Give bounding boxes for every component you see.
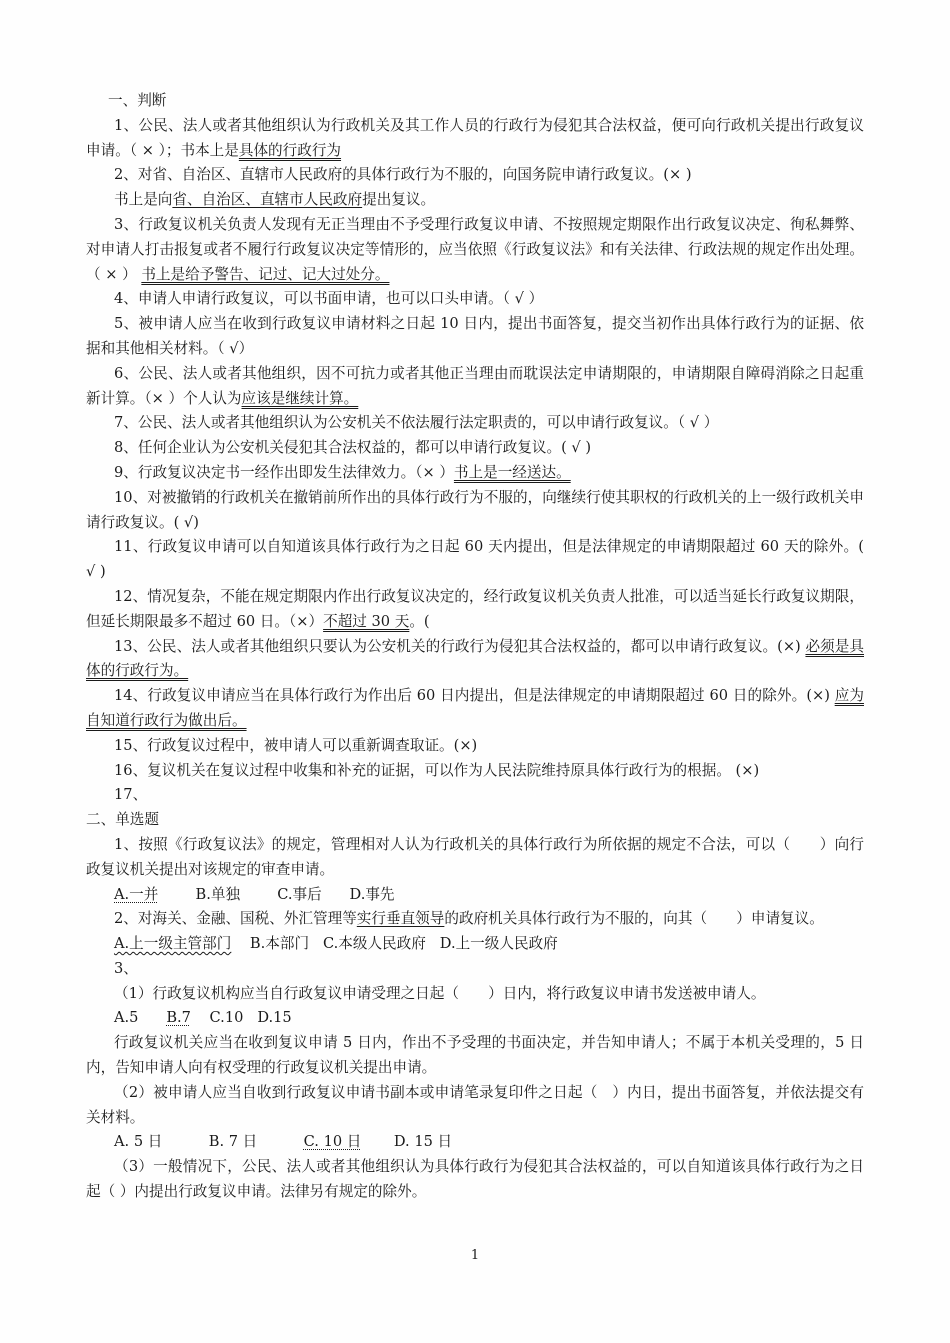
single-question-3-note: 行政复议机关应当在收到复议申请 5 日内，作出不予受理的书面决定，并告知申请人；不属于本机关受理的，5 日内，告知申请人向有权受理的行政复议机关提出申请。 xyxy=(86,1034,864,1077)
judge-question-5: 5、被申请人应当在收到行政复议申请材料之日起 10 日内，提出书面答复，提交当初作出具体行政行为的证据、依据和其他相关材料。（ √） xyxy=(86,315,864,357)
judge-question-9: 9、行政复议决定书一经作出即发生法律效力。（× ）书上是一经送达。 xyxy=(114,463,571,481)
judge-question-1: 1、公民、法人或者其他组织认为行政机关及其工作人员的行政行为侵犯其合法权益，便可向行政机关提出行政复议申请。（ × ）；书本上是具体的行政行为 xyxy=(86,116,864,159)
single-question-3-1-options xyxy=(86,1006,864,1031)
judge-question-3: 3、行政复议机关负责人发现有无正当理由不予受理行政复议申请、不按照规定期限作出行政复议决定、徇私舞弊、对申请人打击报复或者不履行行政复议决定等情形的，应当依照《行政复议法》和有关法律、行政法规的规定作出处理。（ × ） 书上是给予警告、记过、记大过处分。 xyxy=(86,215,864,283)
single-question-2: 2、对海关、金融、国税、外汇管理等实行垂直领导的政府机关具体行政行为不服的，向其（ ）申请复议。 xyxy=(114,910,824,928)
option-d: D.15 xyxy=(257,1009,292,1027)
judge-question-14: 14、行政复议申请应当在具体行政行为作出后 60 日内提出，但是法律规定的申请期限超过 60 日的除外。(×) 应为自知道行政行为做出后。 xyxy=(86,687,864,729)
option-b: B.本部门 xyxy=(249,935,310,953)
judge-question-2: 2、对省、自治区、直辖市人民政府的具体行政行为不服的，向国务院申请行政复议。(× ) xyxy=(114,166,692,184)
option-b: B. 7 日 xyxy=(208,1133,258,1151)
judge-question-10: 10、对被撤销的行政机关在撤销前所作出的具体行政行为不服的，向继续行使其职权的行政机关的上一级行政机关申请行政复议。( √) xyxy=(86,488,864,531)
single-question-1-options xyxy=(86,883,864,908)
judge-question-13: 13、公民、法人或者其他组织只要认为公安机关的行政行为侵犯其合法权益的，都可以申请行政复议。(×) 必须是具体的行政行为。 xyxy=(86,637,864,680)
option-d: D.事先 xyxy=(349,885,395,903)
option-b: B.单独 xyxy=(195,885,241,903)
annotation-note: 实行垂直领导 xyxy=(356,910,445,928)
annotation-note: 必须是具体的行政行为。 xyxy=(86,637,864,680)
judge-question-6: 6、公民、法人或者其他组织，因不可抗力或者其他正当理由而耽误法定申请期限的，申请期限自障碍消除之日起重新计算。（× ）个人认为应该是继续计算。 xyxy=(86,364,864,407)
judge-question-16: 16、复议机关在复议过程中收集和补充的证据，可以作为人民法院维持原具体行政行为的根据。 (×) xyxy=(114,761,760,779)
page-number: 1 xyxy=(470,1248,480,1263)
judge-question-2-note: 书上是向省、自治区、直辖市人民政府提出复议。 xyxy=(114,191,436,209)
annotation-note: 应为自知道行政行为做出后。 xyxy=(86,687,864,729)
section-heading-single: 二、单选题 xyxy=(86,811,159,829)
option-c: C. 10 日 xyxy=(303,1133,362,1151)
annotation-note: 省、自治区、直辖市人民政府 xyxy=(172,191,363,209)
option-d: D.上一级人民政府 xyxy=(439,935,558,953)
option-a: A.上一级主管部门 xyxy=(114,935,232,953)
option-a: A. 5 日 xyxy=(114,1133,163,1151)
single-question-1: 1、按照《行政复议法》的规定，管理相对人认为行政机关的具体行政行为所依据的规定不合法，可以（ ）向行政复议机关提出对该规定的审查申请。 xyxy=(86,835,864,878)
judge-question-11: 11、行政复议申请可以自知道该具体行政行为之日起 60 天内提出，但是法律规定的申请期限超过 60 天的除外。( √ ) xyxy=(86,538,864,581)
single-question-3-3: （3）一般情况下，公民、法人或者其他组织认为具体行政行为侵犯其合法权益的，可以自知道该具体行政行为之日起（ ）内提出行政复议申请。法律另有规定的除外。 xyxy=(86,1158,864,1201)
option-a: A.一并 xyxy=(114,885,159,903)
option-c: C.事后 xyxy=(277,885,322,903)
annotation-note: 书上是一经送达。 xyxy=(453,463,571,481)
option-d: D. 15 日 xyxy=(393,1133,453,1151)
judge-question-4: 4、申请人申请行政复议，可以书面申请，也可以口头申请。（ √ ） xyxy=(114,290,544,308)
single-question-3: 3、 xyxy=(114,959,138,977)
annotation-note: 不超过 30 天 xyxy=(323,612,410,630)
judge-question-12: 12、情况复杂，不能在规定期限内作出行政复议决定的，经行政复议机关负责人批准，可以适当延长行政复议期限，但延长期限最多不超过 60 日。（×）不超过 30 天。( xyxy=(86,587,864,630)
section-heading-judge: 一、判断 xyxy=(108,92,167,109)
single-question-3-2: （2）被申请人应当自收到行政复议申请书副本或申请笔录复印件之日起（ ）内日，提出书面答复，并依法提交有关材料。 xyxy=(86,1083,864,1126)
judge-question-17: 17、 xyxy=(114,786,148,804)
annotation-note: 书上是给予警告、记过、记大过处分。 xyxy=(141,265,390,283)
option-c: C.本级人民政府 xyxy=(322,935,426,953)
judge-question-15: 15、行政复议过程中，被申请人可以重新调查取证。(×) xyxy=(114,736,478,754)
document-body xyxy=(86,89,864,1205)
annotation-note: 应该是继续计算。 xyxy=(241,389,359,407)
option-a: A.5 xyxy=(114,1009,139,1027)
single-question-3-1: （1）行政复议机构应当自行政复议申请受理之日起（ ）日内，将行政复议申请书发送被申请人。 xyxy=(114,984,766,1002)
option-c: C.10 xyxy=(209,1009,244,1027)
option-b: B.7 xyxy=(166,1009,191,1027)
single-question-2-options xyxy=(86,932,864,957)
judge-question-8: 8、任何企业认为公安机关侵犯其合法权益的，都可以申请行政复议。( √ ) xyxy=(114,439,592,457)
single-question-3-2-options xyxy=(86,1130,864,1155)
judge-question-7: 7、公民、法人或者其他组织认为公安机关不依法履行法定职责的，可以申请行政复议。（ √ ） xyxy=(114,414,719,432)
annotation-note: 具体的行政行为 xyxy=(238,141,342,159)
